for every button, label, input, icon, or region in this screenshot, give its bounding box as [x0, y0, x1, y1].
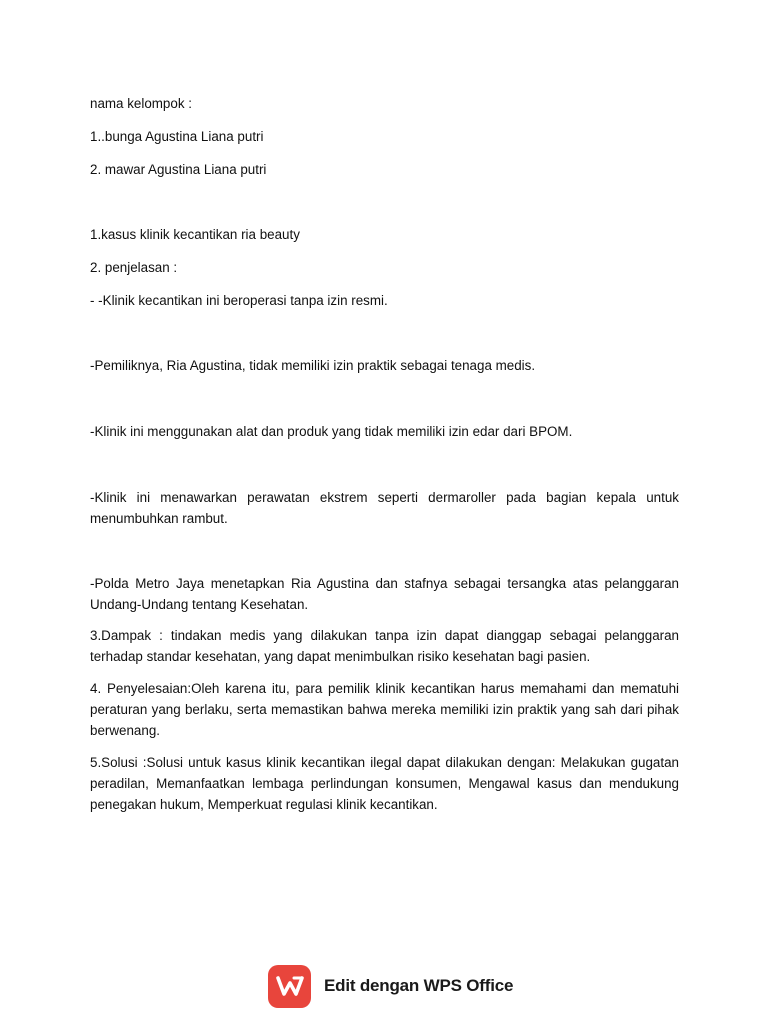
point-1: - -Klinik kecantikan ini beroperasi tanpa izin resmi.: [90, 293, 388, 308]
wps-w-glyph: [275, 974, 305, 998]
wps-office-logo-icon: [268, 965, 311, 1008]
case-title: 1.kasus klinik kecantikan ria beauty: [90, 227, 300, 242]
impact-paragraph: 3.Dampak : tindakan medis yang dilakukan tanpa izin dapat dianggap sebagai pelanggaran terhadap standar kesehatan, yang dapat menimbulkan risiko kesehatan bagi pasien.: [90, 628, 679, 664]
explanation-label: 2. penjelasan :: [90, 260, 178, 275]
group-label: nama kelompok :: [90, 96, 192, 111]
point-4: -Klinik ini menawarkan perawatan ekstrem seperti dermaroller pada bagian kepala untuk menumbuhkan rambut.: [90, 490, 679, 526]
point-5: -Polda Metro Jaya menetapkan Ria Agustina dan stafnya sebagai tersangka atas pelanggaran Undang-Undang tentang Kesehatan.: [90, 576, 679, 612]
wps-edit-label[interactable]: Edit dengan WPS Office: [324, 976, 514, 995]
member-1: 1..bunga Agustina Liana putri: [90, 129, 264, 144]
wps-edit-banner[interactable]: [268, 964, 513, 1008]
member-2: 2. mawar Agustina Liana putri: [90, 162, 267, 177]
solution-paragraph: 5.Solusi :Solusi untuk kasus klinik kecantikan ilegal dapat dilakukan dengan: Melakukan gugatan peradilan, Memanfaatkan lembaga perlindungan konsumen, Mengawal kasus dan mendukung penegakan hukum, Memperkuat regulasi klinik kecantikan.: [90, 755, 679, 812]
resolution-paragraph: 4. Penyelesaian:Oleh karena itu, para pemilik klinik kecantikan harus memahami dan mematuhi peraturan yang berlaku, serta memastikan bahwa mereka memiliki izin praktik yang sah dari pihak berwenang.: [90, 681, 679, 738]
point-2: -Pemiliknya, Ria Agustina, tidak memiliki izin praktik sebagai tenaga medis.: [90, 358, 536, 373]
point-3: -Klinik ini menggunakan alat dan produk yang tidak memiliki izin edar dari BPOM.: [90, 424, 573, 439]
